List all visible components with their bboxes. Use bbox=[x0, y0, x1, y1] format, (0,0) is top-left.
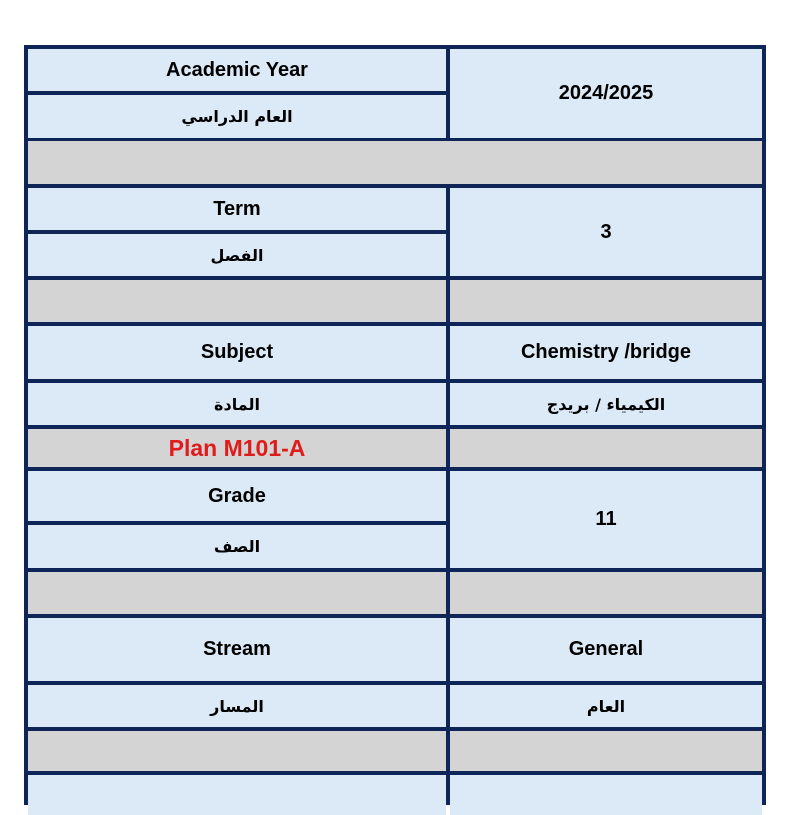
stream-value-ar: العام bbox=[450, 685, 762, 727]
spacer-cell bbox=[450, 280, 762, 322]
term-label-ar: الفصل bbox=[28, 234, 446, 276]
term-label-en: Term bbox=[28, 188, 446, 230]
plan-code: Plan M101-A bbox=[28, 429, 446, 467]
next-row-cell bbox=[450, 775, 762, 815]
spacer-row bbox=[28, 141, 762, 184]
academic-year-label-en: Academic Year bbox=[28, 49, 446, 91]
stream-value-en: General bbox=[450, 618, 762, 681]
subject-label-en: Subject bbox=[28, 326, 446, 379]
spacer-cell bbox=[28, 731, 446, 771]
grade-value: 11 bbox=[450, 471, 762, 568]
subject-value-ar: الكيمياء / بريدج bbox=[450, 383, 762, 425]
subject-label-ar: المادة bbox=[28, 383, 446, 425]
spacer-cell bbox=[450, 572, 762, 614]
spacer-cell bbox=[450, 429, 762, 467]
academic-year-value: 2024/2025 bbox=[450, 49, 762, 138]
academic-year-label-ar: العام الدراسي bbox=[28, 95, 446, 138]
stream-label-en: Stream bbox=[28, 618, 446, 681]
spacer-cell bbox=[450, 731, 762, 771]
term-value: 3 bbox=[450, 188, 762, 276]
next-row-cell bbox=[28, 775, 446, 815]
info-table bbox=[24, 45, 766, 805]
grade-label-en: Grade bbox=[28, 471, 446, 521]
stream-label-ar: المسار bbox=[28, 685, 446, 727]
grade-label-ar: الصف bbox=[28, 525, 446, 568]
spacer-cell bbox=[28, 572, 446, 614]
subject-value-en: Chemistry /bridge bbox=[450, 326, 762, 379]
spacer-cell bbox=[28, 280, 446, 322]
